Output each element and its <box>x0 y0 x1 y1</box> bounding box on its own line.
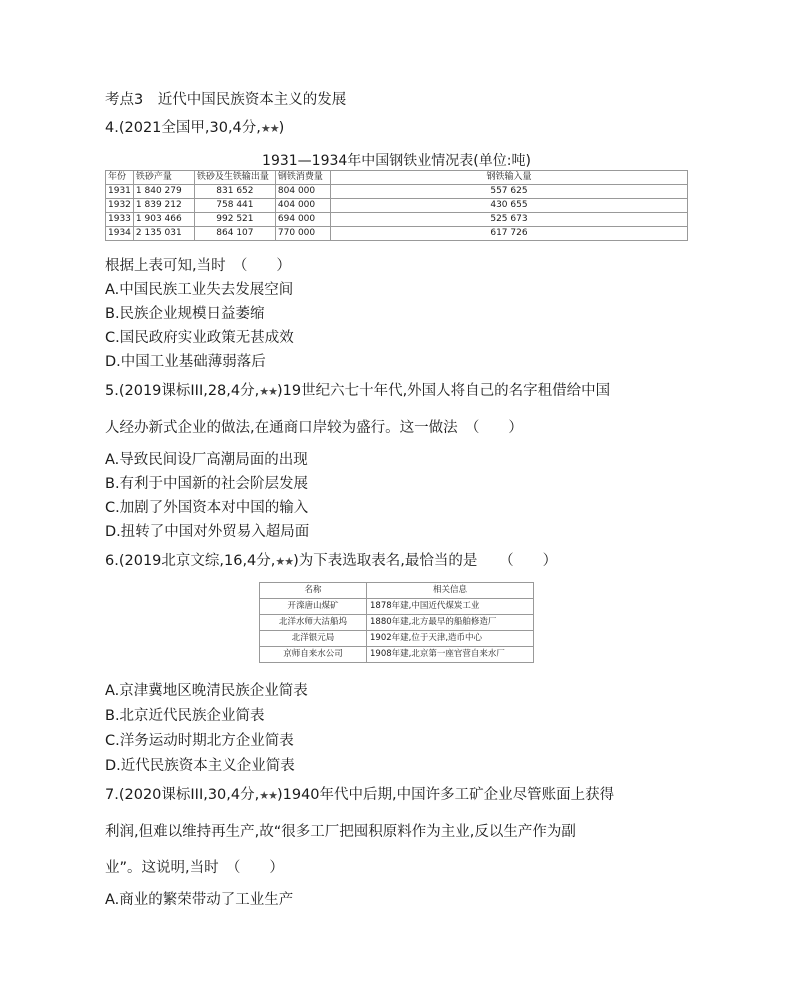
enterprise-table <box>259 582 534 663</box>
table-cell: 1 903 466 <box>133 213 194 227</box>
difficulty-star-icon: ★★ <box>260 122 279 135</box>
question-4-option-a: A.中国民族工业失去发展空间 <box>105 282 294 298</box>
column-header: 铁砂产量 <box>133 171 194 185</box>
question-4-option-d: D.中国工业基础薄弱落后 <box>105 354 266 370</box>
question-7-source: 7.(2020课标III,30,4分, <box>105 787 260 803</box>
table-cell: 770 000 <box>275 227 330 241</box>
table-row <box>106 199 688 213</box>
column-header: 名称 <box>260 583 367 599</box>
question-6-text: )为下表选取表名,最恰当的是 （ ） <box>293 553 558 569</box>
table-cell: 430 655 <box>330 199 687 213</box>
question-5-option-c: C.加剧了外国资本对中国的输入 <box>105 500 309 516</box>
question-5-source: 5.(2019课标III,28,4分, <box>105 383 260 399</box>
table-cell: 694 000 <box>275 213 330 227</box>
table-cell: 1902年建,位于天津,造币中心 <box>367 631 534 647</box>
question-4-stem: 根据上表可知,当时 （ ） <box>105 258 291 274</box>
question-5-text: )19世纪六七十年代,外国人将自己的名字租借给中国 <box>276 383 611 399</box>
table-cell: 北洋银元局 <box>260 631 367 647</box>
table-cell: 2 135 031 <box>133 227 194 241</box>
table-row <box>260 599 534 615</box>
table-cell: 804 000 <box>275 185 330 199</box>
steel-table-title: 1931—1934年中国钢铁业情况表(单位:吨) <box>262 153 531 169</box>
table-cell: 525 673 <box>330 213 687 227</box>
question-5-option-d: D.扭转了中国对外贸易入超局面 <box>105 524 310 540</box>
table-cell: 758 441 <box>194 199 275 213</box>
table-cell: 京师自来水公司 <box>260 647 367 663</box>
difficulty-star-icon: ★★ <box>275 555 294 568</box>
table-header-row <box>260 583 534 599</box>
column-header: 铁砂及生铁输出量 <box>194 171 275 185</box>
difficulty-star-icon: ★★ <box>259 385 277 398</box>
table-row <box>106 227 688 241</box>
question-5-line-2: 人经办新式企业的做法,在通商口岸较为盛行。这一做法 （ ） <box>105 420 523 436</box>
table-cell: 北洋水师大沽船坞 <box>260 615 367 631</box>
column-header: 钢铁消费量 <box>275 171 330 185</box>
table-row <box>106 185 688 199</box>
table-cell: 1878年建,中国近代煤炭工业 <box>367 599 534 615</box>
question-7-line-2: 利润,但难以维持再生产,故“很多工厂把囤积原料作为主业,反以生产作为副 <box>105 824 576 840</box>
table-cell: 1933 <box>106 213 134 227</box>
table-row <box>260 631 534 647</box>
column-header: 年份 <box>106 171 134 185</box>
question-4-option-c: C.国民政府实业政策无甚成效 <box>105 330 294 346</box>
question-5-line-1 <box>105 381 610 402</box>
table-cell: 1880年建,北方最早的船舶修造厂 <box>367 615 534 631</box>
steel-industry-table <box>105 170 688 241</box>
question-6-option-d: D.近代民族资本主义企业简表 <box>105 758 295 774</box>
table-cell: 1 839 212 <box>133 199 194 213</box>
table-cell: 1 840 279 <box>133 185 194 199</box>
question-7-line-1 <box>105 785 614 806</box>
question-7-text: )1940年代中后期,中国许多工矿企业尽管账面上获得 <box>276 787 615 803</box>
column-header: 相关信息 <box>367 583 534 599</box>
table-header-row <box>106 171 688 185</box>
table-row <box>106 213 688 227</box>
table-cell: 1934 <box>106 227 134 241</box>
column-header: 钢铁输入量 <box>330 171 687 185</box>
table-cell: 864 107 <box>194 227 275 241</box>
question-7-option-a: A.商业的繁荣带动了工业生产 <box>105 892 294 908</box>
question-6-line-1 <box>105 551 557 572</box>
question-4-source: 4.(2021全国甲,30,4分, <box>105 120 261 136</box>
table-cell: 1931 <box>106 185 134 199</box>
question-4-option-b: B.民族企业规模日益萎缩 <box>105 306 265 322</box>
question-6-option-a: A.京津冀地区晚清民族企业简表 <box>105 683 308 699</box>
question-7-line-3: 业”。这说明,当时 （ ） <box>105 860 284 876</box>
question-4-source-end: ) <box>278 120 285 136</box>
question-4-header <box>105 118 284 139</box>
question-6-option-c: C.洋务运动时期北方企业简表 <box>105 733 294 749</box>
table-cell: 1908年建,北京第一座官营自来水厂 <box>367 647 534 663</box>
section-title: 考点3 近代中国民族资本主义的发展 <box>105 92 347 108</box>
table-row <box>260 647 534 663</box>
table-cell: 开滦唐山煤矿 <box>260 599 367 615</box>
table-cell: 992 521 <box>194 213 275 227</box>
table-cell: 404 000 <box>275 199 330 213</box>
table-row <box>260 615 534 631</box>
table-cell: 831 652 <box>194 185 275 199</box>
table-cell: 1932 <box>106 199 134 213</box>
table-cell: 617 726 <box>330 227 687 241</box>
question-5-option-a: A.导致民间设厂高潮局面的出现 <box>105 452 308 468</box>
question-5-option-b: B.有利于中国新的社会阶层发展 <box>105 476 309 492</box>
question-6-option-b: B.北京近代民族企业简表 <box>105 708 265 724</box>
difficulty-star-icon: ★★ <box>259 789 277 802</box>
question-6-source: 6.(2019北京文综,16,4分, <box>105 553 276 569</box>
table-cell: 557 625 <box>330 185 687 199</box>
